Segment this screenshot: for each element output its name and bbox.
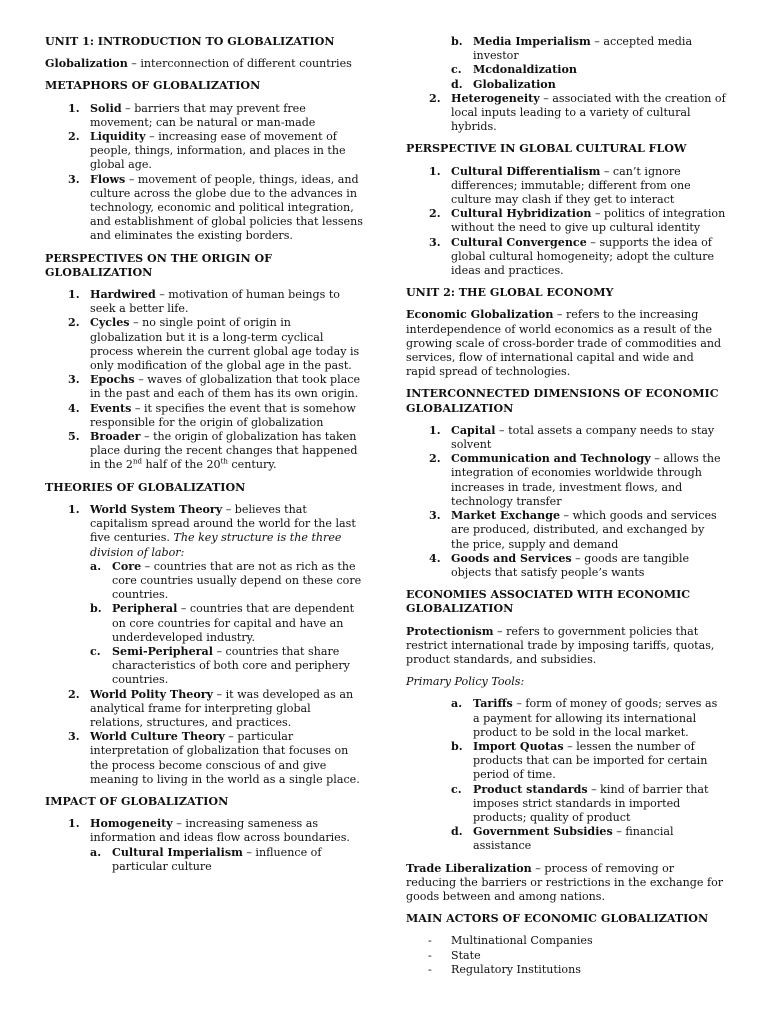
definition: – interconnection of different countries <box>127 57 352 71</box>
superscript: nd <box>132 457 142 466</box>
list-text: State <box>451 948 481 962</box>
list-item <box>406 963 726 977</box>
definition: – form of money of goods; serves as a payment for allowing its international product to be sold in the local market. <box>473 697 718 739</box>
definition: – the origin of globalization has taken place during the recent changes that happened in the 2 <box>90 430 358 472</box>
term: Flows <box>90 172 126 186</box>
cultural-flow-list <box>406 165 726 279</box>
list-marker: - <box>428 934 432 948</box>
list-marker: 3. <box>68 730 80 744</box>
list-item <box>90 846 365 874</box>
term: Epochs <box>90 373 135 387</box>
list-item <box>451 35 726 63</box>
impact-list-continued <box>406 92 726 135</box>
term: Homogeneity <box>90 817 173 831</box>
term: World Polity Theory <box>90 687 214 701</box>
definition: – allows the integration of economies worldwide through increases in trade, investment flows, and technology transfer <box>451 452 721 508</box>
definition: – accepted media investor <box>473 35 693 63</box>
term: Media Imperialism <box>473 35 591 48</box>
list-item <box>45 817 365 874</box>
definition: – it was developed as an analytical frame for interpreting global relations, structures, and practices. <box>90 687 354 729</box>
left-column <box>45 35 365 882</box>
impact-heading: IMPACT OF GLOBALIZATION <box>45 794 229 808</box>
list-marker: 2. <box>68 130 80 144</box>
right-column <box>406 35 726 985</box>
list-marker: 2. <box>429 207 441 221</box>
list-marker: 1. <box>429 423 441 437</box>
list-marker: 1. <box>429 164 441 178</box>
list-marker: 1. <box>68 817 80 831</box>
term: Tariffs <box>473 697 513 711</box>
list-marker: c. <box>451 63 462 77</box>
list-marker: 5. <box>68 430 80 444</box>
term: Cultural Differentialism <box>451 164 601 178</box>
definition: – particular interpretation of globalization that focuses on the process become conscious of and give meaning to living in the world as a single place. <box>90 730 360 786</box>
list-marker: b. <box>90 602 102 616</box>
list-item <box>406 207 726 235</box>
definition: – goods are tangible objects that satisfy people’s wants <box>451 551 690 579</box>
list-item <box>406 236 726 279</box>
list-marker: 2. <box>68 316 80 330</box>
list-text: Regulatory Institutions <box>451 962 581 976</box>
term: Cycles <box>90 316 130 330</box>
italic-note: The key structure is the three division of labor: <box>90 531 342 559</box>
definition: – associated with the creation of local inputs leading to a variety of cultural hybrids. <box>451 91 726 134</box>
term: Economic Globalization <box>406 308 554 322</box>
term: Cultural Hybridization <box>451 207 592 221</box>
protectionism-definition <box>406 625 726 668</box>
list-item <box>451 78 726 92</box>
definition: – motivation of human beings to seek a better life. <box>90 288 340 316</box>
list-item <box>45 688 365 731</box>
list-item <box>406 552 726 580</box>
list-item <box>451 740 726 783</box>
term: Import Quotas <box>473 739 564 753</box>
list-marker: a. <box>90 845 102 859</box>
list-item <box>45 402 365 430</box>
list-marker: 1. <box>68 101 80 115</box>
list-item <box>406 424 726 452</box>
term: Solid <box>90 101 122 115</box>
definition: – refers to government policies that restrict international trade by imposing tariffs, quotas, product standards, and subsidies. <box>406 624 715 666</box>
definition: – no single point of origin in globalization but it is a long-term cyclical process wherein the current global age today is only modification of the global age in the past. <box>90 316 360 373</box>
list-item <box>451 825 726 853</box>
definition: – kind of barrier that imposes strict standards in imported products; quality of product <box>473 782 709 824</box>
definition: – countries that are not as rich as the core countries usually depend on these core countries. <box>112 559 362 602</box>
term: Liquidity <box>90 130 146 144</box>
superscript: th <box>220 457 228 466</box>
list-item <box>406 452 726 509</box>
dimensions-list <box>406 424 726 580</box>
definition: – countries that share characteristics of both core and periphery countries. <box>112 644 350 687</box>
list-item <box>45 730 365 787</box>
list-item <box>406 165 726 208</box>
list-marker: a. <box>451 697 463 711</box>
term: World Culture Theory <box>90 730 225 744</box>
list-text: Multinational Companies <box>451 934 593 948</box>
definition: half of the 20 <box>141 458 221 472</box>
term: Trade Liberalization <box>406 861 532 875</box>
definition: – refers to the increasing interdependence of world economics as a result of the growing scale of cross-border trade of commodities and services, flow of international capital and wide and rapid spread of technologies. <box>406 308 722 379</box>
term: Hardwired <box>90 288 156 302</box>
term: Mcdonaldization <box>473 63 577 77</box>
term: Semi-Peripheral <box>112 644 213 658</box>
impact-list <box>45 817 365 874</box>
term: Core <box>112 559 142 573</box>
term: Peripheral <box>112 602 178 616</box>
term: Market Exchange <box>451 509 561 523</box>
list-marker: b. <box>451 739 463 753</box>
homogeneity-sub-list <box>90 846 365 874</box>
list-item <box>406 934 726 948</box>
definition: – countries that are dependent on core countries for capital and have an underdeveloped industry. <box>112 602 355 644</box>
origin-list <box>45 288 365 473</box>
list-marker: 1. <box>68 288 80 302</box>
definition: – waves of globalization that took place in the past and each of them has its own origin. <box>90 373 361 401</box>
definition: – believes that capitalism spread around the world for the last five centuries. <box>90 502 356 545</box>
term: Cultural Imperialism <box>112 845 243 859</box>
definition: – which goods and services are produced, distributed, and exchanged by the price, supply and demand <box>451 509 717 551</box>
definition: – process of removing or reducing the barriers or restrictions in the exchange for goods between and among nations. <box>406 861 724 903</box>
list-item <box>406 949 726 963</box>
definition: – it specifies the event that is somehow responsible for the origin of globalization <box>90 401 356 429</box>
list-marker: c. <box>451 782 462 796</box>
list-marker: 3. <box>68 373 80 387</box>
term: Goods and Services <box>451 551 572 565</box>
list-marker: 2. <box>429 452 441 466</box>
list-marker: 3. <box>429 235 441 249</box>
list-item <box>45 173 365 244</box>
actors-list <box>406 934 726 977</box>
list-marker: 3. <box>429 509 441 523</box>
definition: – influence of particular culture <box>112 845 322 873</box>
theories-heading: THEORIES OF GLOBALIZATION <box>45 480 246 494</box>
theories-list <box>45 503 365 787</box>
term: Product standards <box>473 782 588 796</box>
list-item <box>45 503 365 688</box>
definition: century. <box>227 458 277 472</box>
list-item <box>90 560 365 603</box>
list-marker: d. <box>451 77 463 91</box>
term: World System Theory <box>90 502 223 516</box>
definition: – increasing sameness as information and ideas flow across boundaries. <box>90 817 350 845</box>
definition: – can’t ignore differences; immutable; different from one culture may clash if they get to interact <box>451 164 691 207</box>
term: Cultural Convergence <box>451 235 587 249</box>
actors-heading: MAIN ACTORS OF ECONOMIC GLOBALIZATION <box>406 912 709 926</box>
list-item <box>451 783 726 826</box>
origin-heading: PERSPECTIVES ON THE ORIGIN OF GLOBALIZATION <box>45 251 273 279</box>
policy-tools-label: Primary Policy Tools: <box>406 675 525 689</box>
trade-liberalization-definition <box>406 862 726 905</box>
globalization-definition <box>45 57 365 71</box>
definition: – increasing ease of movement of people, things, information, and places in the global age. <box>90 130 346 172</box>
term: Globalization <box>473 77 556 91</box>
term: Heterogeneity <box>451 91 540 105</box>
list-item <box>45 316 365 373</box>
list-item <box>451 63 726 77</box>
term: Communication and Technology <box>451 452 651 466</box>
list-item <box>406 509 726 552</box>
definition: – supports the idea of global cultural homogeneity; adopt the culture ideas and practices. <box>451 235 715 278</box>
dimensions-heading: INTERCONNECTED DIMENSIONS OF ECONOMIC GLOBALIZATION <box>406 387 719 415</box>
list-marker: 2. <box>68 687 80 701</box>
definition: – lessen the number of products that can be imported for certain period of time. <box>473 739 708 782</box>
homogeneity-sub-list-continued <box>451 35 726 92</box>
list-marker: c. <box>90 644 101 658</box>
unit2-heading: UNIT 2: THE GLOBAL ECONOMY <box>406 286 614 300</box>
list-item <box>45 102 365 130</box>
list-item <box>45 288 365 316</box>
cultural-flow-heading: PERSPECTIVE IN GLOBAL CULTURAL FLOW <box>406 142 687 156</box>
definition: – financial assistance <box>473 825 674 853</box>
list-marker: 1. <box>68 502 80 516</box>
definition: – total assets a company needs to stay solvent <box>451 423 715 452</box>
list-marker: a. <box>90 559 102 573</box>
list-item <box>45 373 365 401</box>
economies-heading: ECONOMIES ASSOCIATED WITH ECONOMIC GLOBALIZATION <box>406 588 691 616</box>
list-marker: 4. <box>429 551 441 565</box>
list-marker: d. <box>451 825 463 839</box>
term: Protectionism <box>406 624 494 638</box>
economic-globalization-definition <box>406 308 726 379</box>
list-marker: 2. <box>429 91 441 105</box>
definition: – barriers that may prevent free movement; can be natural or man-made <box>90 101 316 129</box>
metaphors-heading: METAPHORS OF GLOBALIZATION <box>45 79 261 93</box>
metaphors-list <box>45 102 365 244</box>
list-marker: - <box>428 948 432 962</box>
unit1-heading: UNIT 1: INTRODUCTION TO GLOBALIZATION <box>45 35 335 48</box>
term: Events <box>90 401 132 415</box>
division-of-labor-list <box>90 560 365 688</box>
definition: – movement of people, things, ideas, and culture across the globe due to the advances in technology, economic and political integration, and establishment of global policies that lessens and eliminates the existing borders. <box>90 172 363 243</box>
list-marker: - <box>428 962 432 976</box>
list-item <box>45 130 365 173</box>
term: Broader <box>90 430 141 444</box>
list-item <box>90 645 365 688</box>
list-item <box>451 697 726 740</box>
list-item <box>90 602 365 645</box>
list-item <box>45 430 365 473</box>
definition: – politics of integration without the need to give up cultural identity <box>451 207 726 235</box>
list-marker: 4. <box>68 401 80 415</box>
list-item <box>406 92 726 135</box>
term: Globalization <box>45 57 128 71</box>
policy-tools-list <box>451 697 726 853</box>
term: Government Subsidies <box>473 825 613 839</box>
term: Capital <box>451 423 496 437</box>
list-marker: b. <box>451 35 463 48</box>
list-marker: 3. <box>68 172 80 186</box>
